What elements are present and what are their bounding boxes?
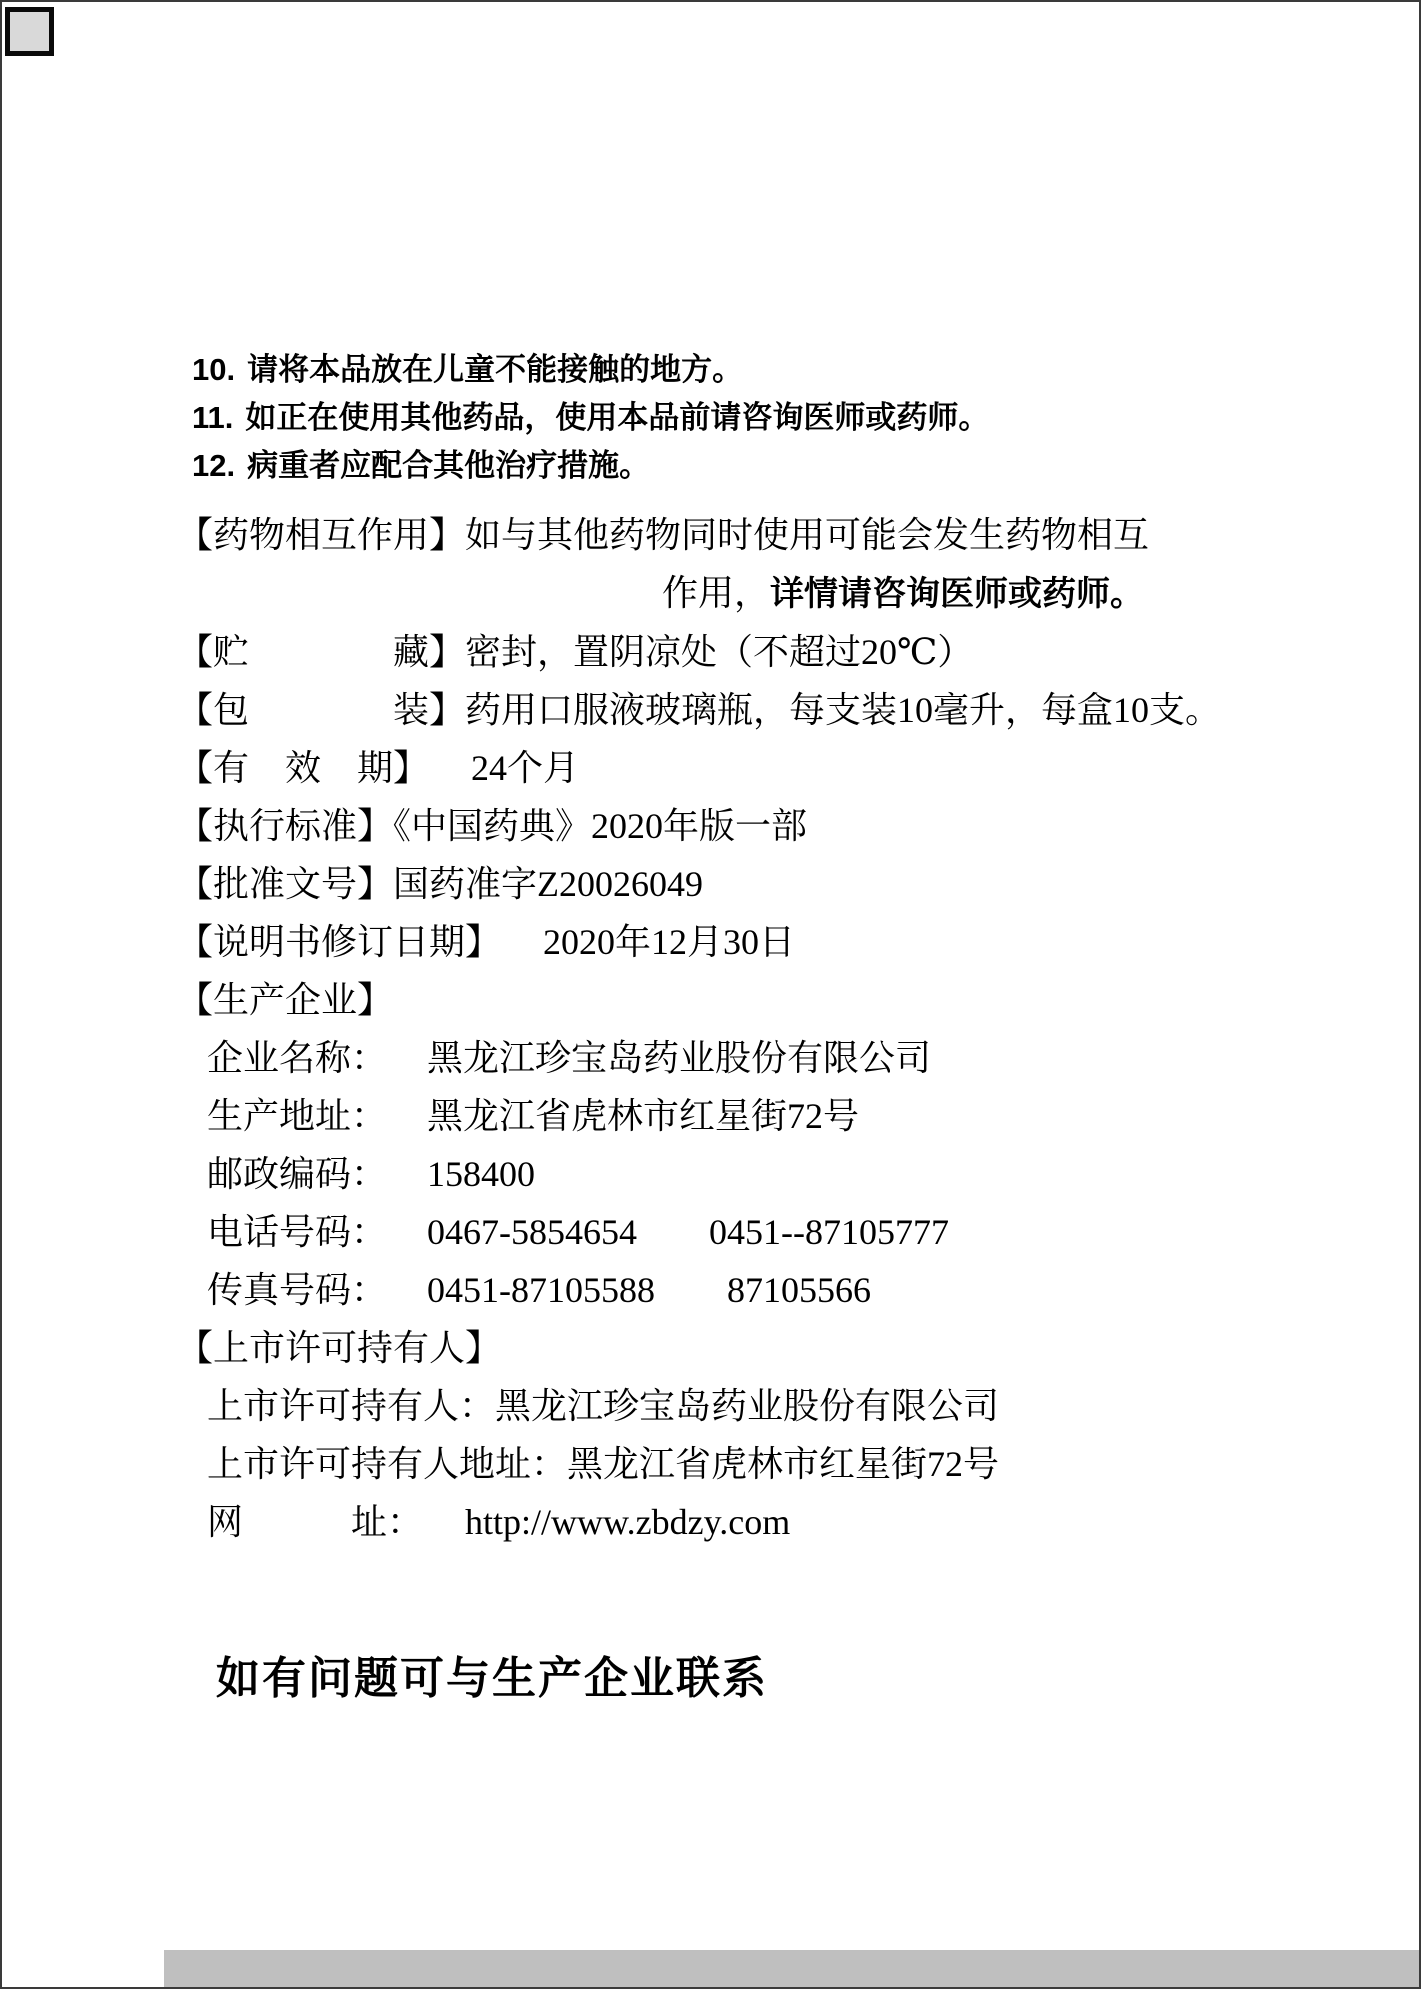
row-value: 0467-5854654 0451--87105777 [427,1212,949,1252]
row-value: 158400 [427,1154,535,1194]
field-value: 密封，置阴凉处（不超过20℃） [465,632,974,672]
field-value: 《中国药典》2020年版一部 [393,806,808,846]
fax-number-row [2,1261,1419,1319]
row-label: 生产地址： [207,1096,388,1136]
precaution-item-10 [2,346,1419,394]
emphasized-text: 详情请咨询医师或药师。 [770,575,1145,613]
shelf-life-field [2,739,1419,797]
leaflet-content [2,346,1419,1705]
field-label: 【执行标准】 [177,806,394,846]
drug-interaction-line2 [2,564,1419,623]
row-label: 企业名称： [207,1038,388,1078]
registration-mark [5,7,54,56]
revision-date-field [2,913,1419,971]
field-label: 【批准文号】 [177,864,394,904]
row-value: 0451-87105588 87105566 [427,1270,871,1310]
field-label: 【包 装】 [177,690,466,730]
row-label: 电话号码： [207,1212,388,1252]
row-text: 上市许可持有人：黑龙江珍宝岛药业股份有限公司 [207,1386,1000,1426]
row-value: 黑龙江珍宝岛药业股份有限公司 [427,1038,932,1078]
standard-field [2,797,1419,855]
field-value: 国药准字Z20026049 [393,864,704,904]
section-label: 【生产企业】 [177,980,394,1020]
precaution-number: 12. [192,448,236,483]
bottom-gray-bar [164,1950,1419,1987]
drug-interaction-line1 [2,506,1419,564]
precaution-number: 10. [192,352,236,387]
section-label: 【药物相互作用】 [177,515,466,555]
manufacturer-heading [2,971,1419,1029]
license-holder-heading [2,1319,1419,1377]
row-label: 传真号码： [207,1270,388,1310]
storage-field [2,623,1419,681]
license-holder-row [2,1377,1419,1435]
field-value: 2020年12月30日 [543,922,796,962]
field-value: 药用口服液玻璃瓶，每支装10毫升，每盒10支。 [465,690,1222,730]
precaution-number: 11. [192,400,234,435]
precaution-item-11 [2,394,1419,442]
postal-code-row [2,1145,1419,1203]
row-value: 黑龙江省虎林市红星街72号 [427,1096,860,1136]
precaution-text: 病重者应配合其他治疗措施。 [247,448,651,483]
section-label: 【上市许可持有人】 [177,1328,502,1368]
contact-notice-title: 如有问题可与生产企业联系 [216,1654,768,1703]
approval-number-field [2,855,1419,913]
section-text: 作用， [662,573,771,613]
precaution-text: 如正在使用其他药品，使用本品前请咨询医师或药师。 [245,400,990,435]
manufacturer-name-row [2,1029,1419,1087]
row-label: 网 址： [207,1502,424,1542]
field-label: 【说明书修订日期】 [177,922,502,962]
row-text: 上市许可持有人地址：黑龙江省虎林市红星街72号 [207,1444,1000,1484]
field-value: 24个月 [471,748,580,788]
license-holder-address-row [2,1435,1419,1493]
precaution-item-12 [2,442,1419,490]
packaging-field [2,681,1419,739]
section-text: 如与其他药物同时使用可能会发生药物相互 [465,515,1150,555]
field-label: 【贮 藏】 [177,632,466,672]
precaution-text: 请将本品放在儿童不能接触的地方。 [247,352,744,387]
phone-number-row [2,1203,1419,1261]
website-url: http://www.zbdzy.com [465,1502,791,1542]
manufacturer-address-row [2,1087,1419,1145]
row-label: 邮政编码： [207,1154,388,1194]
website-row [2,1493,1419,1551]
field-label: 【有 效 期】 [177,748,430,788]
